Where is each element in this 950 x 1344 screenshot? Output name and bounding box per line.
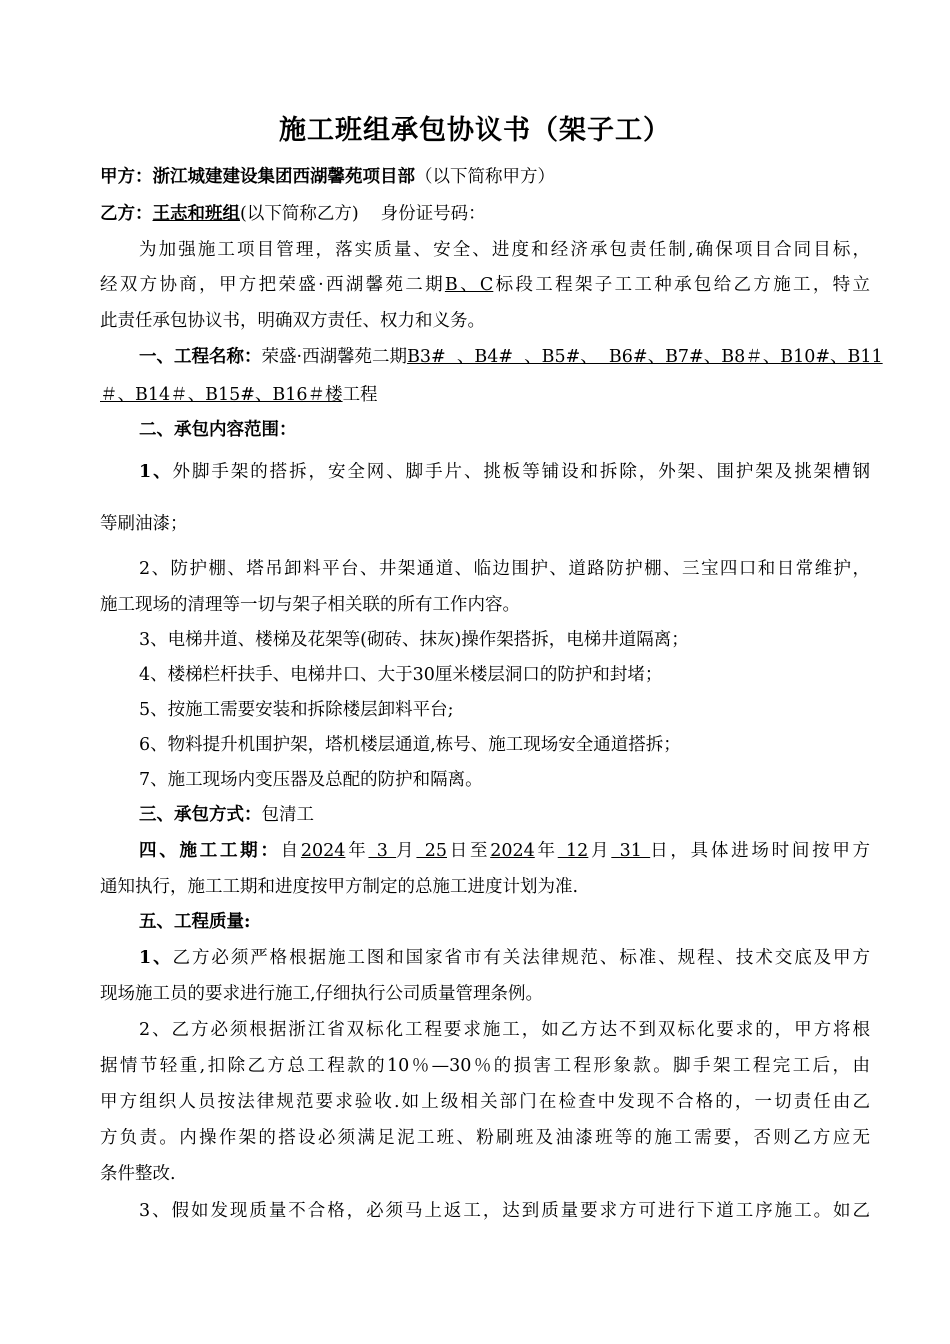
s5-q3-line-1: 3、假如发现质量不合格，必须马上返工，达到质量要求方可进行下道工序施工。如乙 bbox=[139, 1201, 870, 1221]
s2-item2-line-1: 2、防护棚、塔吊卸料平台、井架通道、临边围护、道路防护棚、三宝四口和日常维护， bbox=[139, 559, 870, 579]
party-a-name: 浙江城建建设集团西湖馨苑项目部 bbox=[152, 167, 415, 187]
party-b-line bbox=[100, 200, 870, 225]
s3-line bbox=[139, 801, 870, 826]
s4-line-2: 通知执行，施工工期和进度按甲方制定的总施工进度计划为准. bbox=[100, 877, 579, 897]
party-a-label: 甲方： bbox=[100, 167, 153, 187]
s3-heading: 三、承包方式： bbox=[139, 805, 262, 825]
s2-heading: 二、承包内容范围： bbox=[139, 420, 297, 440]
s4-year-label-1: 年 bbox=[345, 841, 369, 861]
s2-item1-text: 外脚手架的搭拆，安全网、脚手片、挑板等铺设和拆除，外架、围护架及挑架槽钢 bbox=[172, 462, 870, 482]
party-a-note: （以下简称甲方） bbox=[415, 167, 555, 187]
document-title: 施工班组承包协议书（架子工） bbox=[279, 115, 671, 146]
s5-q2-line-1: 2、乙方必须根据浙江省双标化工程要求施工，如乙方达不到双标化要求的，甲方将根 bbox=[139, 1020, 870, 1040]
s4-line-1 bbox=[139, 837, 870, 862]
party-b-note: (以下简称乙方) bbox=[240, 204, 359, 224]
s1-line-1 bbox=[139, 343, 883, 368]
intro-line-3: 此责任承包协议书，明确双方责任、权力和义务。 bbox=[100, 311, 485, 331]
s2-item2-line-2: 施工现场的清理等一切与架子相关联的所有工作内容。 bbox=[100, 595, 520, 615]
intro-line-1: 为加强施工项目管理，落实质量、安全、进度和经济承包责任制,确保项目合同目标， bbox=[139, 240, 870, 260]
s4-heading: 四、施工工期： bbox=[139, 841, 281, 861]
s5-q2-line-4: 方负责。内操作架的搭设必须满足泥工班、粉刷班及油漆班等的施工需要，否则乙方应无 bbox=[100, 1128, 870, 1148]
s4-year-label-2: 年 bbox=[534, 841, 558, 861]
s2-item1-num: 1、 bbox=[139, 462, 173, 482]
s5-q1-line-1 bbox=[139, 944, 870, 969]
s5-q2-line-3: 甲方组织人员按法律规范要求验收.如上级相关部门在检查中发现不合格的，一切责任由乙 bbox=[100, 1092, 870, 1112]
s2-item6: 6、物料提升机围护架，塔机楼层通道,栋号、施工现场安全通道搭拆； bbox=[139, 735, 681, 755]
s2-item3: 3、电梯井道、楼梯及花架等(砌砖、抹灰)操作架搭拆，电梯井道隔离； bbox=[139, 630, 689, 650]
intro-section: B、C bbox=[444, 275, 494, 295]
s4-day-to: 日至 bbox=[447, 841, 491, 861]
s2-item7: 7、施工现场内变压器及总配的防护和隔离。 bbox=[139, 770, 483, 790]
s4-start-month: 3 bbox=[368, 841, 397, 861]
s2-item4: 4、楼梯栏杆扶手、电梯井口、大于30厘米楼层洞口的防护和封堵； bbox=[139, 665, 663, 685]
s5-q1-line-2: 现场施工员的要求进行施工,仔细执行公司质量管理条例。 bbox=[100, 984, 544, 1004]
s4-end-day: 31 bbox=[611, 841, 651, 861]
s1-buildings-2: ＃、B14＃、B15#、B16＃楼 bbox=[100, 385, 343, 405]
s4-from: 自 bbox=[280, 841, 301, 861]
s5-q1-text: 乙方必须严格根据施工图和国家省市有关法律规范、标准、规程、技术交底及甲方 bbox=[172, 948, 870, 968]
s1-line-2 bbox=[100, 381, 870, 406]
intro-line-2 bbox=[100, 271, 870, 296]
s1-heading: 一、工程名称： bbox=[139, 347, 262, 367]
s2-item1-line-1 bbox=[139, 458, 870, 483]
s5-q1-num: 1、 bbox=[139, 948, 173, 968]
s4-end-month: 12 bbox=[557, 841, 589, 861]
s1-buildings-1: B3# 、B4# 、B5#、 B6#、B7#、B8＃、B10#、B11 bbox=[407, 347, 883, 367]
s4-start-day: 25 bbox=[416, 841, 447, 861]
intro-prefix: 经双方协商，甲方把荣盛·西湖馨苑二期 bbox=[100, 275, 445, 295]
s2-item5: 5、按施工需要安装和拆除楼层卸料平台; bbox=[139, 700, 454, 720]
s4-month-label-1: 月 bbox=[396, 841, 417, 861]
party-b-label: 乙方： bbox=[100, 204, 153, 224]
s5-q2-line-5: 条件整改. bbox=[100, 1164, 176, 1184]
s4-month-label-2: 月 bbox=[588, 841, 612, 861]
party-b-name: 王志和班组 bbox=[152, 204, 240, 224]
s1-prefix: 荣盛·西湖馨苑二期 bbox=[261, 347, 408, 367]
party-b-id-label: 身份证号码： bbox=[380, 204, 486, 224]
party-a-line bbox=[100, 163, 870, 188]
s1-suffix: 工程 bbox=[342, 385, 378, 405]
s3-value: 包清工 bbox=[261, 805, 314, 825]
s4-tail: 日，具体进场时间按甲方 bbox=[650, 841, 871, 861]
s4-start-year: 2024 bbox=[300, 841, 346, 861]
s2-item1-line-2: 等刷油漆； bbox=[100, 514, 188, 534]
intro-suffix: 标段工程架子工工种承包给乙方施工，特立 bbox=[493, 275, 871, 295]
s5-q2-line-2: 据情节轻重,扣除乙方总工程款的10％—30％的损害工程形象款。脚手架工程完工后，由 bbox=[100, 1056, 870, 1076]
s4-end-year: 2024 bbox=[490, 841, 535, 861]
s5-heading: 五、工程质量: bbox=[139, 912, 251, 932]
